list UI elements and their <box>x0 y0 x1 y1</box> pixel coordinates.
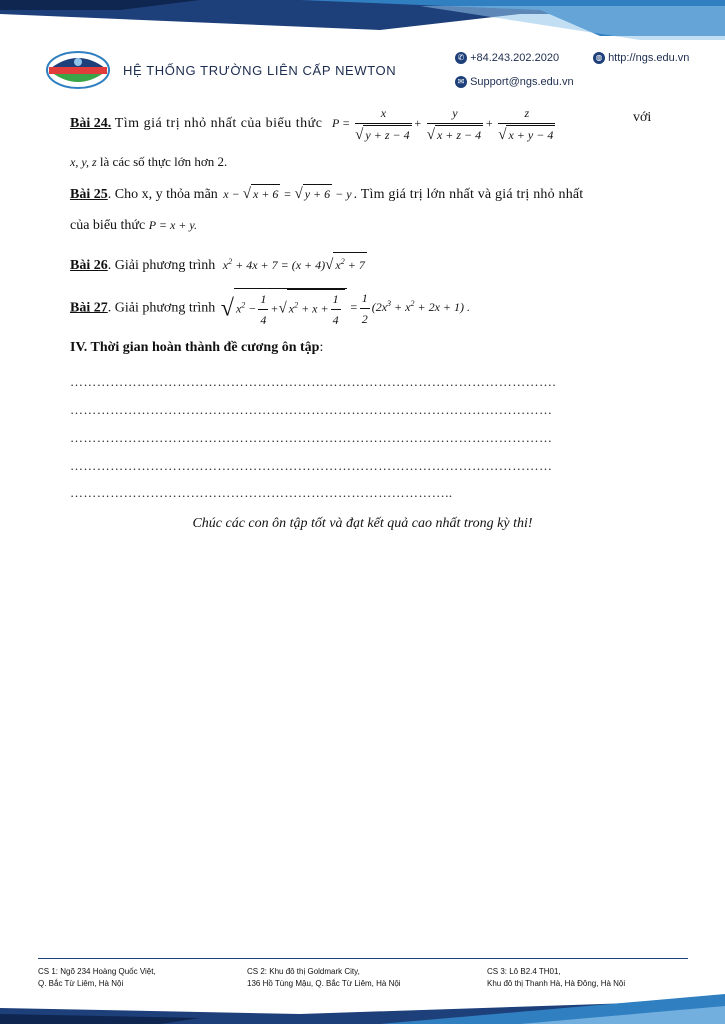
contact-email <box>455 76 574 88</box>
problem-24 <box>70 104 557 144</box>
website-link[interactable]: http://ngs.edu.vn <box>608 52 690 64</box>
email-link[interactable]: Support@ngs.edu.vn <box>470 76 574 88</box>
problem-25-expression: P = x + y. <box>148 218 198 232</box>
problem-24-vars: x, y, z <box>70 155 97 169</box>
footer-campus-3-line2: Khu đô thị Thanh Hà, Hà Đông, Hà Nội <box>487 979 626 988</box>
section-4-heading-row <box>70 339 323 357</box>
problem-26-label: Bài 26 <box>70 258 108 273</box>
answer-line-5[interactable]: ………………………………………………………………………….. <box>70 485 453 500</box>
problem-24-formula: P = $\frac{x}{√ y + z - 4}$ + $\frac{y}{√ x + z - 4}$ + $\frac{z}{√ x + y - 4}$ <box>331 106 554 143</box>
problem-26-text: . Giải phương trình <box>107 258 216 273</box>
answer-line-2[interactable]: ……………………………………………………………………………………………… <box>70 402 553 417</box>
footer-divider <box>38 958 688 959</box>
problem-27 <box>70 288 470 329</box>
phone-icon: ✆ <box>455 52 467 64</box>
header-band <box>0 0 725 42</box>
section-4-colon: : <box>319 340 324 355</box>
school-name: HỆ THỐNG TRƯỜNG LIÊN CẤP NEWTON <box>123 63 397 78</box>
footer-band <box>0 994 725 1024</box>
footer-campus-3-line1: CS 3: Lô B2.4 TH01, <box>487 967 561 976</box>
footer-campus-1-line1: CS 1: Ngõ 234 Hoàng Quốc Việt, <box>38 967 156 976</box>
school-logo <box>45 50 111 90</box>
footer-campus-2-line2: 136 Hồ Tùng Mậu, Q. Bắc Từ Liêm, Hà Nội <box>247 979 401 988</box>
answer-line-3[interactable]: ……………………………………………………………………………………………… <box>70 430 553 445</box>
footer-campus-1 <box>38 966 156 990</box>
problem-24-suffix: với <box>633 110 652 125</box>
problem-27-text: . Giải phương trình <box>107 300 216 316</box>
footer-campus-2-line1: CS 2: Khu đô thị Goldmark City, <box>247 967 360 976</box>
problem-27-formula: √ $x^2$ − $\frac{1}{4}$ +√ $x^2 + x$ + $\frac{1}{4}$ = $\frac{1}{2}$ $(2x^3 + x^2 + 2x + 1)$ . <box>221 300 470 314</box>
answer-line-1[interactable]: ………………………………………………………………………………………………. <box>70 374 557 389</box>
problem-25-label: Bài 25 <box>70 187 108 202</box>
contact-website <box>593 52 689 64</box>
contact-phone <box>455 52 559 64</box>
footer-campus-1-line2: Q. Bắc Từ Liêm, Hà Nội <box>38 979 124 988</box>
problem-27-label: Bài 27 <box>70 300 108 316</box>
problem-25-line2 <box>70 216 197 235</box>
section-4-heading: IV. Thời gian hoàn thành đề cương ôn tập <box>70 340 320 355</box>
problem-25 <box>70 184 583 204</box>
problem-25-text1: . Cho x, y thỏa mãn <box>107 187 218 202</box>
problem-25-line2-text: của biểu thức <box>70 218 146 233</box>
problem-24-line2-text: là các số thực lớn hơn 2. <box>99 154 228 169</box>
answer-line-4[interactable]: ……………………………………………………………………………………………… <box>70 458 553 473</box>
mail-icon: ✉ <box>455 76 467 88</box>
footer-campus-2 <box>247 966 401 990</box>
problem-25-formula: x − √ x + 6 = √ y + 6 − y <box>223 186 352 202</box>
problem-26 <box>70 252 367 275</box>
closing-message: Chúc các con ôn tập tốt và đạt kết quả cao nhất trong kỳ thi! <box>192 516 533 531</box>
phone-text: +84.243.202.2020 <box>470 52 560 64</box>
problem-24-text: Tìm giá trị nhỏ nhất của biểu thức <box>114 115 323 131</box>
footer-campus-3 <box>487 966 625 990</box>
problem-26-formula: $x^2 + 4x + 7 = (x + 4)√$ $x^2 + 7$ <box>223 258 367 272</box>
problem-24-line2 <box>70 153 227 171</box>
globe-icon: ◍ <box>593 52 605 64</box>
problem-25-text2: . Tìm giá trị lớn nhất và giá trị nhỏ nhất <box>353 187 584 202</box>
problem-24-label: Bài 24. <box>70 115 112 131</box>
